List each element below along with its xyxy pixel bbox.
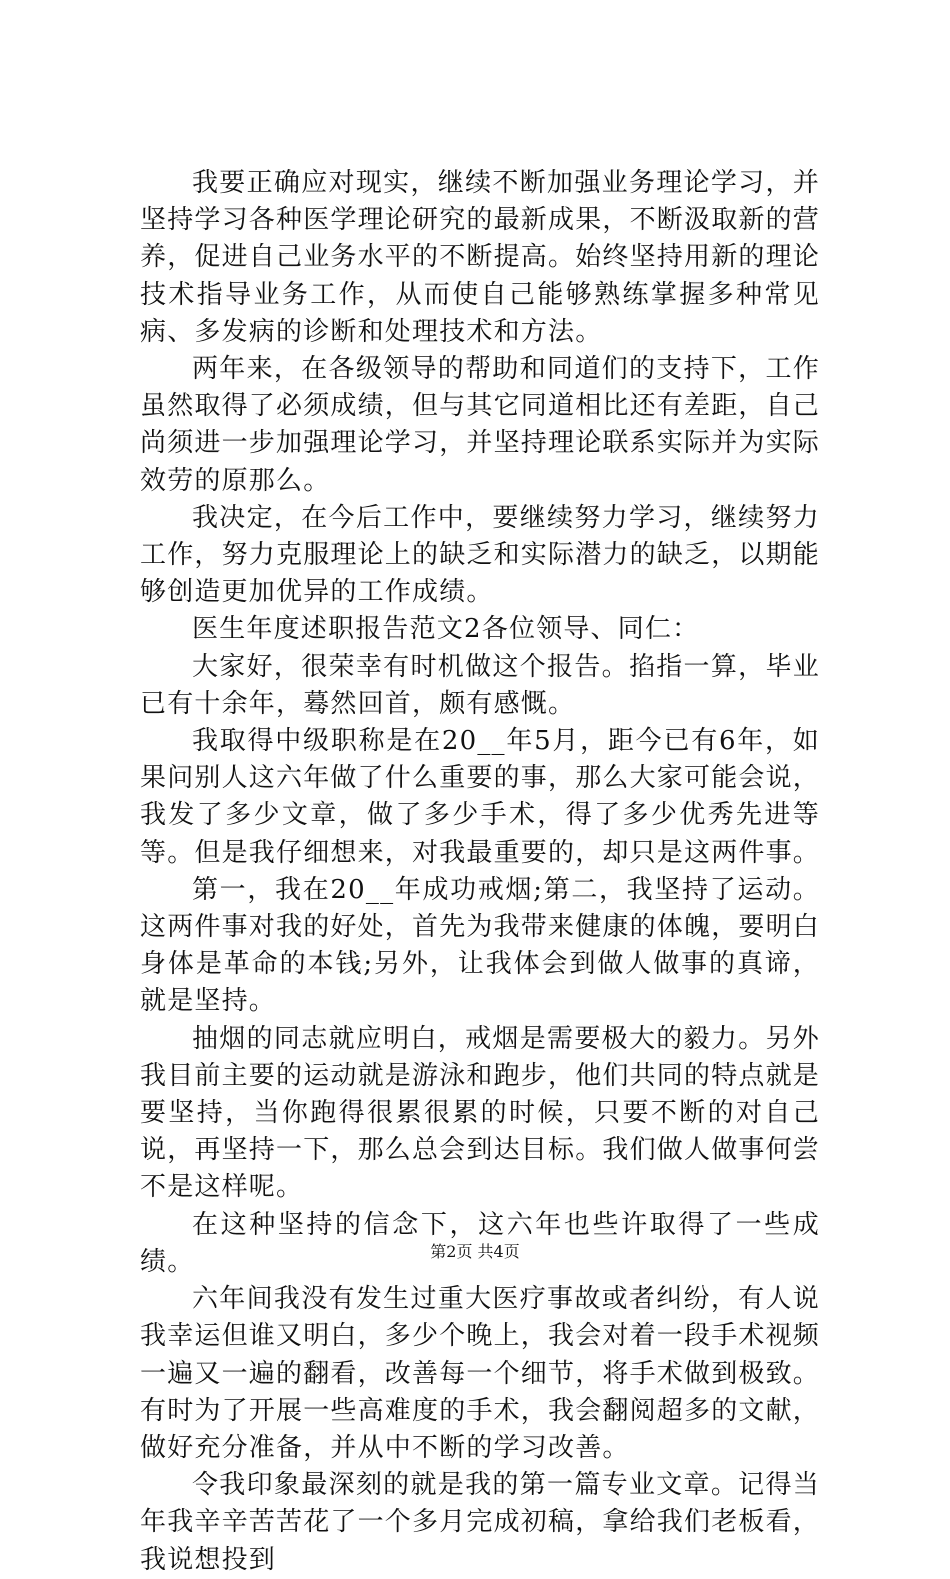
paragraph-7: 第一，我在20__年成功戒烟;第二，我坚持了运动。这两件事对我的好处，首先为我带来健康的体魄，要明白身体是革命的本钱;另外，让我体会到做人做事的真谛，就是坚持。 (140, 874, 821, 1017)
paragraph-3: 我决定，在今后工作中，要继续努力学习，继续努力工作，努力克服理论上的缺乏和实际潜力的缺乏，以期能够创造更加优异的工作成绩。 (140, 502, 821, 608)
paragraph-1: 我要正确应对现实，继续不断加强业务理论学习，并坚持学习各种医学理论研究的最新成果，不断汲取新的营养，促进自己业务水平的不断提高。始终坚持用新的理论技术指导业务工作，从而使自己能够熟练掌握多种常见病、多发病的诊断和处理技术和方法。 (140, 168, 821, 347)
paragraph-2: 两年来，在各级领导的帮助和同道们的支持下，工作虽然取得了必须成绩，但与其它同道相比还有差距，自己尚须进一步加强理论学习，并坚持理论联系实际并为实际效劳的原那么。 (140, 354, 821, 496)
page-indicator: 第2页 共4页 (430, 1242, 520, 1261)
document-body (140, 165, 820, 1579)
page-footer (0, 1242, 950, 1262)
paragraph-10: 六年间我没有发生过重大医疗事故或者纠纷，有人说我幸运但谁又明白，多少个晚上，我会对着一段手术视频一遍又一遍的翻看，改善每一个细节，将手术做到极致。有时为了开展一些高难度的手术，我会翻阅超多的文献，做好充分准备，并从中不断的学习改善。 (140, 1284, 821, 1463)
paragraph-8: 抽烟的同志就应明白，戒烟是需要极大的毅力。另外我目前主要的运动就是游泳和跑步，他们共同的特点就是要坚持，当你跑得很累很累的时候，只要不断的对自己说，再坚持一下，那么总会到达目标。我们做人做事何尝不是这样呢。 (140, 1023, 821, 1203)
paragraph-9: 在这种坚持的信念下，这六年也些许取得了一些成绩。 (140, 1209, 820, 1277)
paragraph-11: 令我印象最深刻的就是我的第一篇专业文章。记得当年我辛辛苦苦花了一个多月完成初稿，拿给我们老板看，我说想投到 (140, 1470, 821, 1575)
paragraph-5: 大家好，很荣幸有时机做这个报告。掐指一算，毕业已有十余年，蓦然回首，颇有感慨。 (140, 651, 820, 719)
paragraph-4-section-heading: 医生年度述职报告范文2各位领导、同仁： (192, 614, 700, 645)
paragraph-6: 我取得中级职称是在20__年5月，距今已有6年，如果问别人这六年做了什么重要的事，那么大家可能会说，我发了多少文章，做了多少手术，得了多少优秀先进等等。但是我仔细想来，对我最重要的，却只是这两件事。 (140, 726, 821, 868)
